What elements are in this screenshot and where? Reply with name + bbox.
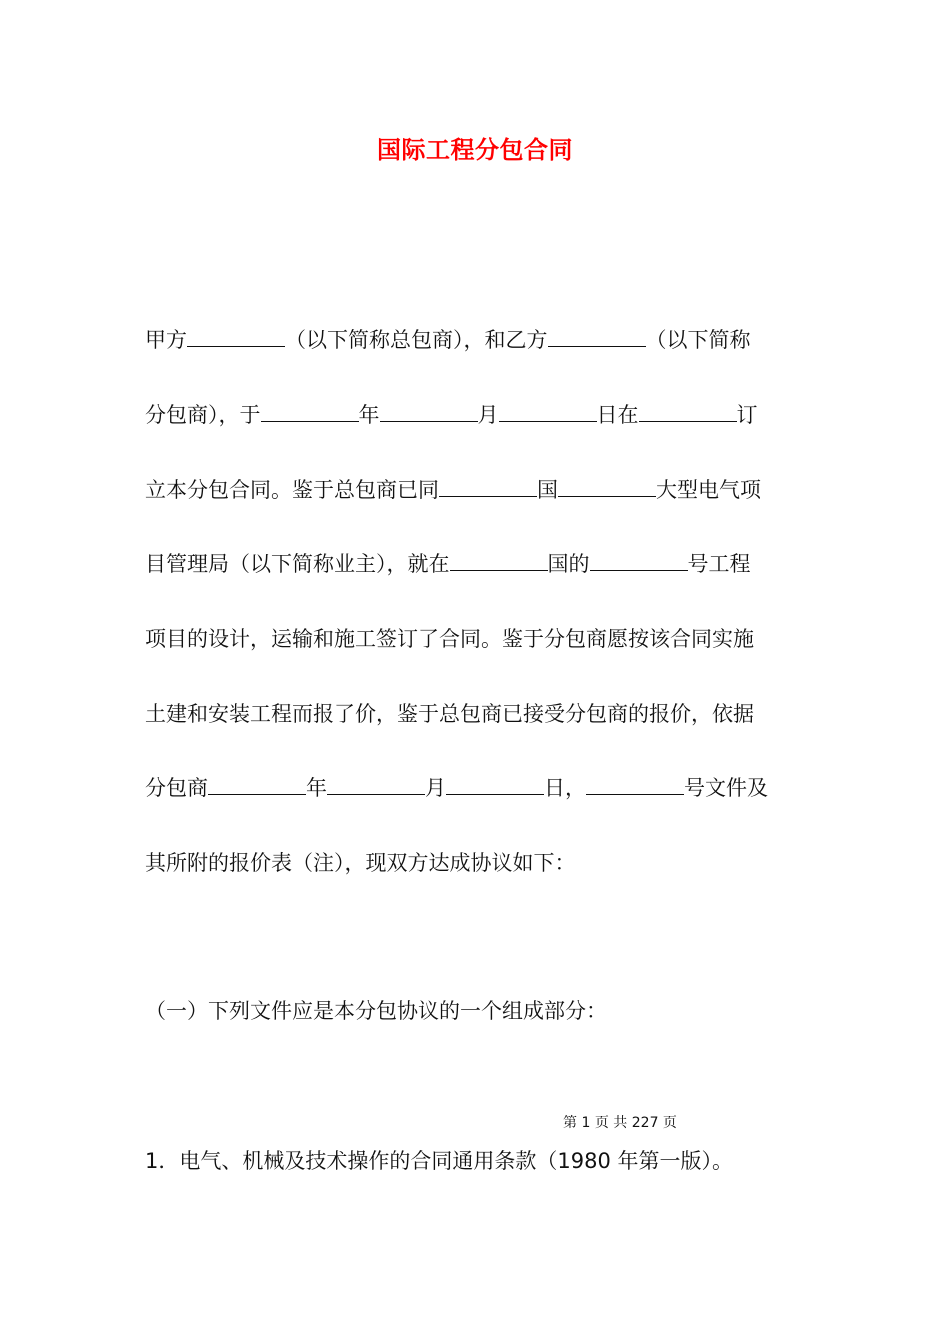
- text-segment: 其所附的报价表（注），现双方达成协议如下：: [145, 851, 576, 875]
- blank-project-country: [450, 550, 548, 571]
- blank-quote-month: [327, 774, 425, 795]
- text-segment: 日在: [596, 403, 639, 427]
- intro-line: [145, 544, 751, 584]
- blank-day: [499, 401, 597, 422]
- text-segment: 甲方: [145, 328, 187, 352]
- text-segment: 月: [425, 776, 446, 800]
- text-segment: 土建和安装工程而报了价，鉴于总包商已接受分包商的报价，依据: [145, 702, 754, 726]
- blank-country: [439, 476, 537, 497]
- intro-line: [145, 619, 754, 659]
- blank-party-a: [187, 326, 285, 347]
- text-segment: 年: [306, 776, 327, 800]
- page-number: 第 1 页 共 227 页: [563, 1115, 677, 1131]
- text-segment: 月: [477, 403, 499, 427]
- blank-party-b: [548, 326, 646, 347]
- text-segment: 号文件及: [684, 776, 768, 800]
- text-segment: 日，: [544, 776, 586, 800]
- section-heading: （一）下列文件应是本分包协议的一个组成部分：: [145, 999, 607, 1023]
- text-segment: 分包商: [145, 776, 208, 800]
- text-segment: （以下简称: [645, 328, 751, 352]
- intro-line: [145, 320, 751, 360]
- text-segment: 目管理局（以下简称业主），就在: [145, 552, 450, 576]
- text-segment: 国的: [547, 552, 590, 576]
- text-segment: 立本分包合同。鉴于总包商已同: [145, 478, 439, 502]
- intro-line: [145, 470, 761, 510]
- blank-project-number: [590, 550, 688, 571]
- intro-line: [145, 768, 768, 808]
- text-segment: 国: [537, 478, 558, 502]
- text-segment: 项目的设计，运输和施工签订了合同。鉴于分包商愿按该合同实施: [145, 627, 754, 651]
- blank-quote-day: [446, 774, 544, 795]
- text-segment: 订: [736, 403, 758, 427]
- text-segment: 分包商），于: [145, 403, 261, 427]
- blank-month: [380, 401, 478, 422]
- blank-document-number: [586, 774, 684, 795]
- blank-authority: [558, 476, 656, 497]
- blank-quote-year: [208, 774, 306, 795]
- text-segment: 年: [358, 403, 380, 427]
- intro-line: [145, 694, 754, 734]
- intro-line: [145, 395, 758, 435]
- blank-year: [261, 401, 359, 422]
- text-segment: 号工程: [687, 552, 751, 576]
- clause-item: 1．电气、机械及技术操作的合同通用条款（1980 年第一版）。: [145, 1149, 733, 1173]
- text-segment: （以下简称总包商），和乙方: [285, 328, 548, 352]
- text-segment: 大型电气项: [656, 478, 761, 502]
- blank-place: [639, 401, 737, 422]
- document-title: 国际工程分包合同: [377, 136, 573, 164]
- intro-line: [145, 843, 576, 883]
